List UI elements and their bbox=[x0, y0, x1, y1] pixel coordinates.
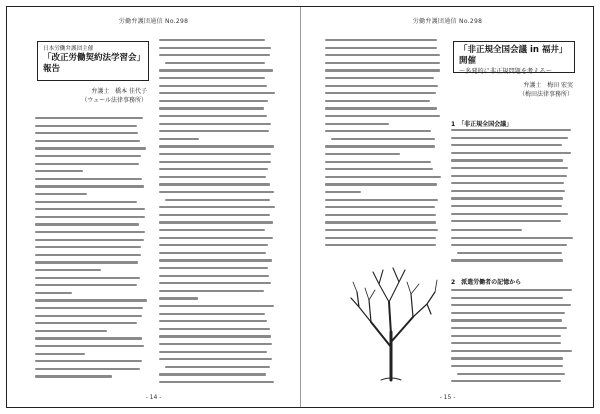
text-line bbox=[451, 289, 572, 291]
tree-illustration bbox=[341, 262, 441, 382]
text-line bbox=[159, 176, 266, 178]
text-line bbox=[159, 305, 274, 307]
text-line bbox=[159, 39, 265, 41]
text-line bbox=[159, 335, 271, 337]
text-line bbox=[35, 246, 141, 248]
text-line bbox=[35, 368, 140, 370]
text-line bbox=[325, 206, 435, 208]
text-line bbox=[159, 259, 272, 261]
text-line bbox=[159, 107, 264, 109]
text-line bbox=[325, 161, 431, 163]
author-label: 弁護士 bbox=[523, 82, 542, 89]
text-line bbox=[159, 237, 273, 239]
section-title-2: 2 派遣労働者の記憶から bbox=[451, 279, 522, 286]
text-line bbox=[35, 125, 137, 127]
text-line bbox=[35, 345, 144, 347]
text-line bbox=[325, 123, 389, 125]
article-title-box bbox=[37, 41, 149, 81]
text-line bbox=[159, 206, 275, 208]
text-line bbox=[35, 178, 142, 180]
text-line bbox=[159, 313, 265, 315]
text-line bbox=[35, 163, 139, 165]
text-line bbox=[325, 107, 437, 109]
text-line bbox=[35, 147, 146, 149]
text-line bbox=[451, 297, 563, 299]
text-line bbox=[35, 353, 85, 355]
article-subtitle: ～多発的に非正規問題を考える～ bbox=[459, 68, 552, 75]
text-line bbox=[451, 213, 568, 215]
text-line bbox=[451, 380, 561, 382]
text-line bbox=[165, 366, 270, 368]
section-title-1: 1 「非正規全国会議」 bbox=[451, 121, 513, 128]
text-line bbox=[325, 62, 440, 64]
text-line bbox=[165, 62, 265, 64]
text-line bbox=[325, 85, 438, 87]
text-line bbox=[325, 100, 430, 102]
text-line bbox=[325, 153, 400, 155]
text-line bbox=[159, 85, 267, 87]
body-text-column-2b bbox=[451, 289, 573, 389]
text-line bbox=[325, 168, 433, 170]
text-line bbox=[159, 161, 271, 163]
text-line bbox=[325, 214, 436, 216]
text-line bbox=[325, 145, 435, 147]
text-line bbox=[451, 229, 522, 231]
text-line bbox=[325, 69, 440, 71]
text-line bbox=[35, 269, 101, 271]
text-line bbox=[451, 365, 563, 367]
text-line bbox=[35, 208, 145, 210]
text-line bbox=[159, 373, 266, 375]
right-page bbox=[301, 7, 594, 407]
text-line bbox=[451, 319, 562, 321]
text-line bbox=[451, 159, 563, 161]
text-line bbox=[159, 153, 271, 155]
article-title: 「非正規全国会議 in 福井」開催 bbox=[459, 45, 568, 66]
text-line bbox=[35, 307, 143, 309]
text-line bbox=[159, 54, 270, 56]
text-line bbox=[457, 252, 562, 254]
text-line bbox=[325, 130, 431, 132]
text-line bbox=[35, 132, 138, 134]
text-line bbox=[451, 175, 567, 177]
text-line bbox=[159, 130, 269, 132]
text-line bbox=[159, 351, 267, 353]
text-line bbox=[35, 193, 87, 195]
text-line bbox=[451, 312, 565, 314]
text-line bbox=[325, 183, 437, 185]
body-text-column-1 bbox=[325, 39, 441, 289]
text-line bbox=[165, 199, 270, 201]
text-line bbox=[325, 244, 436, 246]
text-line bbox=[35, 254, 141, 256]
text-line bbox=[159, 100, 268, 102]
section-heading bbox=[451, 119, 512, 128]
text-line bbox=[451, 205, 562, 207]
body-text-column-2a bbox=[451, 129, 573, 229]
text-line bbox=[451, 259, 563, 261]
text-line bbox=[35, 155, 141, 157]
text-line bbox=[159, 214, 270, 216]
text-line bbox=[325, 54, 440, 56]
text-line bbox=[325, 77, 434, 79]
text-line bbox=[451, 350, 572, 352]
text-line bbox=[159, 183, 270, 185]
text-line bbox=[35, 360, 142, 362]
text-line bbox=[159, 267, 268, 269]
text-line bbox=[451, 182, 564, 184]
text-line bbox=[159, 69, 273, 71]
text-line bbox=[451, 144, 562, 146]
author-affiliation: （ウェール法律事務所） bbox=[81, 97, 147, 104]
article-byline bbox=[47, 87, 147, 105]
text-line bbox=[35, 330, 107, 332]
text-line bbox=[159, 77, 265, 79]
text-line bbox=[35, 277, 140, 279]
text-line bbox=[451, 167, 568, 169]
text-line bbox=[457, 373, 565, 375]
text-line bbox=[325, 115, 440, 117]
text-line bbox=[325, 199, 438, 201]
text-line bbox=[159, 290, 264, 292]
text-line bbox=[451, 152, 571, 154]
text-line bbox=[325, 92, 436, 94]
text-line bbox=[159, 358, 272, 360]
text-line bbox=[35, 216, 145, 218]
text-line bbox=[35, 337, 142, 339]
text-line bbox=[35, 284, 137, 286]
text-line bbox=[35, 140, 140, 142]
text-line bbox=[451, 237, 573, 239]
page-header: 労働弁護団通信 No.298 bbox=[118, 18, 189, 25]
text-line bbox=[159, 320, 267, 322]
page-number: - 15 - bbox=[439, 394, 456, 401]
author-affiliation: （梅田法律事務所） bbox=[518, 91, 573, 98]
text-line bbox=[35, 261, 138, 263]
body-text-column-1 bbox=[35, 117, 147, 387]
text-line bbox=[325, 237, 436, 239]
text-line bbox=[159, 221, 273, 223]
text-line bbox=[35, 231, 145, 233]
text-line bbox=[451, 129, 571, 131]
text-line bbox=[35, 375, 112, 377]
text-line bbox=[159, 123, 271, 125]
text-line bbox=[451, 327, 567, 329]
text-line bbox=[159, 229, 265, 231]
author-label: 弁護士 bbox=[91, 88, 110, 95]
left-page bbox=[7, 7, 300, 407]
text-line bbox=[159, 168, 268, 170]
article-title-box bbox=[453, 41, 575, 73]
text-line bbox=[325, 229, 438, 231]
body-text-column-2mid bbox=[451, 229, 573, 273]
text-line bbox=[35, 201, 137, 203]
text-line bbox=[35, 299, 147, 301]
page-number: - 14 - bbox=[145, 394, 162, 401]
author-name: 梅田 宏実 bbox=[547, 82, 573, 89]
text-line bbox=[159, 282, 271, 284]
text-line bbox=[35, 223, 139, 225]
text-line bbox=[159, 252, 266, 254]
text-line bbox=[451, 220, 561, 222]
text-line bbox=[159, 275, 269, 277]
text-line bbox=[325, 221, 436, 223]
text-line bbox=[35, 117, 143, 119]
text-line bbox=[331, 138, 435, 140]
page-header: 労働弁護団通信 No.298 bbox=[412, 18, 483, 25]
text-line bbox=[35, 185, 144, 187]
text-line bbox=[35, 315, 142, 317]
text-line bbox=[35, 170, 83, 172]
text-line bbox=[325, 176, 441, 178]
text-line bbox=[325, 39, 437, 41]
text-line bbox=[159, 115, 267, 117]
text-line bbox=[325, 47, 437, 49]
text-line bbox=[451, 244, 567, 246]
author-name: 橋本 佳代子 bbox=[115, 88, 147, 95]
text-line bbox=[451, 197, 563, 199]
text-line bbox=[159, 145, 274, 147]
text-line bbox=[159, 328, 270, 330]
text-line bbox=[451, 304, 571, 306]
magazine-spread bbox=[6, 6, 594, 408]
text-line bbox=[159, 244, 268, 246]
article-byline bbox=[467, 81, 573, 99]
text-line bbox=[159, 47, 271, 49]
text-line bbox=[35, 322, 137, 324]
text-line bbox=[451, 357, 563, 359]
text-line bbox=[159, 191, 274, 193]
section-heading bbox=[451, 277, 521, 286]
article-kicker: 日本労働弁護団主催 bbox=[43, 46, 94, 52]
text-line bbox=[159, 343, 272, 345]
text-line bbox=[451, 335, 561, 337]
bare-tree-icon bbox=[341, 262, 441, 382]
text-line bbox=[159, 138, 199, 140]
text-line bbox=[451, 137, 568, 139]
text-line bbox=[451, 190, 565, 192]
body-text-column-2 bbox=[159, 39, 275, 391]
text-line bbox=[325, 191, 361, 193]
text-line bbox=[451, 342, 561, 344]
text-line bbox=[159, 92, 275, 94]
text-line bbox=[35, 292, 72, 294]
article-title: 「改正労働契約法学習会」報告 bbox=[43, 53, 141, 74]
text-line bbox=[159, 381, 274, 383]
text-line bbox=[159, 297, 198, 299]
text-line bbox=[35, 239, 144, 241]
